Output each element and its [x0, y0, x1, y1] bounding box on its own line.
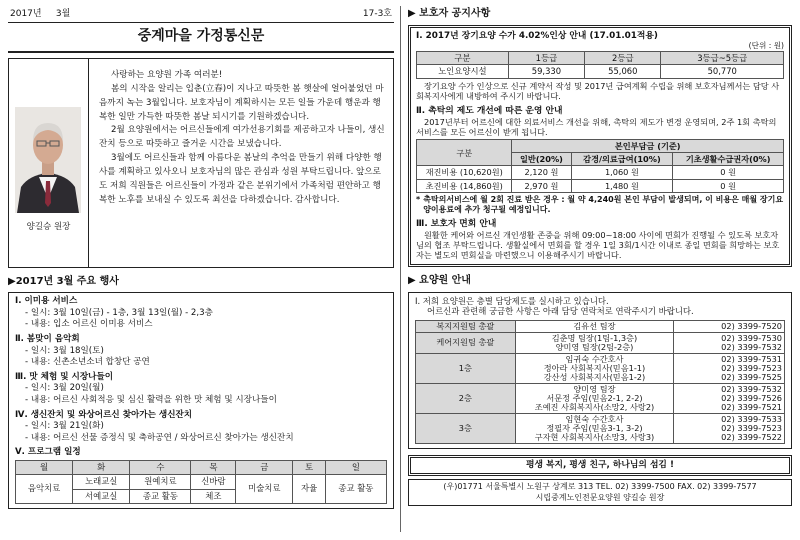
greeting-paragraph: 2월 요양원에서는 어르신들에게 여가선용기회를 제공하고자 나들이, 생신잔치 등으로 따뜻하고 즐거운 시간을 보냈습니다.: [99, 125, 385, 150]
staff-row-label: 1층: [416, 353, 516, 383]
program-cell: 신바람: [191, 475, 236, 489]
staff-name: 양미영 팀장: [573, 384, 616, 395]
copay-cell: 0 원: [673, 166, 784, 179]
program-day: 일: [325, 460, 386, 474]
copay-row: [417, 179, 784, 192]
event-line: - 내용: 입소 어르신 이미용 서비스: [25, 319, 153, 330]
program-header-row: [16, 460, 387, 474]
fee-cell: 노인요양시설: [417, 65, 509, 79]
director-name-label: 양길승 원장: [26, 222, 71, 233]
events-box: [8, 292, 394, 509]
event-line: - 내용: 어르신 사회적응 및 심신 활력을 위한 맛 체험 및 시장나들이: [25, 395, 277, 405]
motto-banner: 평생 복지, 평생 친구, 하나님의 섬김 !: [408, 455, 792, 476]
program-day: 목: [191, 460, 236, 474]
copay-cell: 1,060 원: [571, 166, 673, 179]
copay-row: [417, 166, 784, 179]
program-title: Ⅴ. 프로그램 일정: [15, 447, 81, 458]
staff-phone: 02) 3399-7523: [721, 363, 782, 373]
notice-s2-text: 2017년부터 어르신에 대한 의료서비스 개선을 위해, 촉탁의 제도가 변경 운영되며, 2주 1회 촉탁의 서비스를 모든 어르신이 받게 됩니다.: [416, 116, 777, 137]
left-column: [8, 6, 394, 509]
director-photo-panel: [9, 59, 89, 267]
event-item: [15, 334, 387, 369]
staff-phone: 02) 3399-7531: [721, 353, 782, 364]
staff-name: 임귀숙 수간호사: [565, 353, 624, 364]
staff-name: 김춘명 팀장(1팀-1,3층): [551, 332, 638, 343]
staff-names: [515, 332, 674, 353]
notice-s2-title: Ⅱ. 촉탁의 제도 개선에 따른 운영 안내: [416, 105, 563, 116]
program-cell: 미술치료: [236, 475, 293, 504]
event-item: [15, 410, 387, 445]
staff-phones: [674, 414, 785, 444]
copay-subheader: 기초생활수급권자(0%): [673, 153, 784, 166]
notice-box: [408, 25, 792, 268]
notice-unit: (단위 : 원): [748, 41, 784, 51]
staff-row-label: 복지지원팀 총괄: [416, 320, 516, 332]
copay-subheader: 일반(20%): [512, 153, 571, 166]
greeting-paragraph: 봄의 시작을 알리는 입춘(立春)이 지나고 따뜻한 봄 햇살에 얼어붙었던 마음까지 녹는 3월입니다. 보호자님이 계획하시는 모든 일들 가운데 행운과 행복한 일만 가득한 따뜻한 봄날 되시기를 기원하겠습니다.: [99, 83, 384, 122]
greeting-box: [8, 58, 394, 268]
footer-org: 시립중계노인전문요양원 양길승 원장: [535, 492, 665, 502]
staff-phone: 02) 3399-7523: [721, 423, 782, 434]
event-title: Ⅱ. 봄맞이 음악회: [15, 334, 80, 345]
event-line: - 일시: 3월 21일(화): [25, 421, 104, 432]
program-cell: 원예치료: [130, 475, 191, 489]
program-row: [16, 475, 387, 489]
staff-phone: 02) 3399-7521: [721, 402, 782, 413]
staff-names: [515, 320, 674, 332]
staff-row: [416, 332, 785, 353]
staff-heading: ▶ 요양원 안내: [408, 275, 471, 287]
copay-table: [416, 139, 784, 193]
staff-name: 임현숙 수간호사: [565, 414, 624, 425]
staff-phone: 02) 3399-7532: [721, 384, 782, 395]
greeting-text: [89, 59, 393, 267]
notice-s3-title: Ⅲ. 보호자 면회 안내: [416, 219, 497, 230]
staff-row-label: 케어지원팀 총괄: [416, 332, 516, 353]
copay-header-row: [417, 139, 784, 152]
copay-cell: 초진비용 (14,860원): [417, 179, 512, 192]
staff-phones: [674, 332, 785, 353]
program-cell: 체조: [191, 489, 236, 503]
fee-header: 3등급~5등급: [661, 51, 784, 65]
staff-phone: 02) 3399-7522: [721, 432, 782, 443]
copay-cell: 2,970 원: [512, 179, 571, 192]
footer-box: [408, 479, 792, 506]
header-date: [10, 9, 70, 20]
right-column: [408, 8, 792, 506]
staff-name: 구자현 사회복지사(소망3, 사랑3): [534, 432, 655, 443]
fee-row: [417, 65, 784, 79]
director-portrait-image: [15, 107, 81, 213]
fee-table: [416, 51, 784, 79]
fee-header-row: [417, 51, 784, 65]
program-cell: 노래교실: [73, 475, 130, 489]
notice-heading: ▶ 보호자 공지사항: [408, 8, 491, 19]
staff-names: [515, 384, 674, 414]
event-line: - 일시: 3월 18일(토): [25, 345, 104, 356]
program-table: [15, 460, 387, 504]
event-item: [15, 372, 387, 407]
note-bullet-icon: *: [416, 194, 421, 204]
staff-name: 강산성 사회복지사(믿음1-2): [543, 372, 646, 383]
staff-name: 양미영 팀장(2팀-2층): [555, 341, 634, 352]
copay-cell: 1,480 원: [571, 179, 673, 192]
notice-s2-note: 촉탁의서비스에 월 2회 진료 받은 경우 : 월 약 4,240원 본인 부담이 발생되며, 이 비용은 매월 장기요양이용료에 추가 청구될 예정입니다.: [423, 194, 784, 214]
copay-subheader: 감경/의료급여(10%): [571, 153, 673, 166]
staff-box: [408, 292, 792, 449]
staff-phone: 02) 3399-7533: [721, 414, 782, 425]
staff-name: 조예진 사회복지사(소망2, 사랑2): [534, 402, 655, 413]
staff-names: [515, 353, 674, 383]
copay-header: 구분: [417, 139, 512, 166]
staff-phone: 02) 3399-7526: [721, 393, 782, 404]
staff-table: [415, 320, 785, 444]
staff-names: [515, 414, 674, 444]
event-line: - 일시: 3월 10일(금) - 1층, 3월 13일(월) - 2,3층: [25, 307, 213, 318]
header-issue: 17-3호: [362, 9, 392, 19]
program-day: 수: [130, 460, 191, 474]
program-cell: 종교 활동: [325, 475, 386, 504]
staff-phones: [674, 353, 785, 383]
staff-row-label: 2층: [416, 384, 516, 414]
staff-phones: [674, 320, 785, 332]
column-divider: [400, 6, 401, 532]
notice-s2-note-row: [416, 195, 784, 215]
program-cell: 자율: [293, 475, 325, 504]
page-title: 중계마을 가정통신문: [8, 23, 394, 53]
copay-cell: 0 원: [673, 179, 784, 192]
staff-name: 서문정 주임(믿음2-1, 2-2): [546, 393, 643, 404]
event-line: - 일시: 3월 20일(월): [25, 383, 104, 394]
event-title: Ⅰ. 이미용 서비스: [15, 296, 78, 307]
header-year: 2017년: [10, 9, 42, 19]
fee-cell: 59,330: [508, 65, 584, 79]
program-day: 토: [293, 460, 325, 474]
footer-address: (우)01771 서울특별시 노원구 상계로 313 TEL. 02) 3399-7500 FAX. 02) 3399-7577: [443, 482, 757, 492]
staff-intro-1: Ⅰ. 저희 요양원은 층별 담당제도를 실시하고 있습니다.: [415, 295, 609, 306]
staff-phone: 02) 3399-7532: [721, 341, 782, 352]
staff-row: [416, 353, 785, 383]
copay-cell: 재진비용 (10,620원): [417, 166, 512, 179]
event-item: [15, 296, 387, 331]
copay-header: 본인부담금 (기준): [512, 139, 784, 152]
staff-phone: 02) 3399-7530: [721, 332, 782, 343]
event-line: - 내용: 어르신 선물 증정식 및 축하공연 / 와상어르신 찾아가는 생신잔치: [25, 432, 294, 443]
staff-name: 정아라 사회복지사(믿음1-1): [543, 363, 646, 373]
header-month: 3월: [55, 9, 71, 19]
notice-s3-text: 원활한 케어와 어르신 개인생활 존중을 위해 09:00~18:00 사이에 면회가 진행될 수 있도록 보호자님의 협조 부탁드립니다. 생활실에서 면회를 할 경우 1일 3회/1시간 이내로 종일 면회를 희망하는 보호자는 별도의 면회실을 마련했으니 이용해주시기 바랍니다.: [416, 230, 780, 261]
program-cell: 종교 활동: [130, 489, 191, 503]
staff-phone: 02) 3399-7525: [721, 372, 782, 383]
notice-s1-title: Ⅰ. 2017년 장기요양 수가 4.02%인상 안내 (17.01.01적용): [416, 30, 658, 41]
staff-name: 김유선 팀장: [573, 320, 616, 331]
program-day: 금: [236, 460, 293, 474]
program-cell: 서예교실: [73, 489, 130, 503]
greeting-paragraph: 3월에도 어르신들과 함께 아름다운 봄날의 추억을 만들기 위해 다양한 행사를 계획하고 있사오니 보호자님의 많은 관심과 성원 부탁드립니다. 앞으로도 저희 직원들은 어르신들이 가정과 같은 분위기에서 가족처럼 편안하고 행복한 노후를 보내실 수 있도록 최선을 다하겠습니다. 감사합니다.: [99, 153, 382, 206]
staff-row: [416, 384, 785, 414]
fee-header: 2등급: [585, 51, 661, 65]
staff-name: 정필자 주임(믿음3-1, 3-2): [546, 423, 643, 434]
copay-cell: 2,120 원: [512, 166, 571, 179]
header-bar: [8, 6, 394, 23]
staff-intro-2: 어르신과 관련해 궁금한 사항은 아래 담당 연락처로 연락주시기 바랍니다.: [427, 306, 694, 317]
greeting-paragraph: 사랑하는 요양원 가족 여러분!: [111, 69, 223, 80]
events-heading: ▶2017년 3월 주요 행사: [8, 275, 119, 287]
program-day: 화: [73, 460, 130, 474]
program-cell: 음악치료: [16, 475, 73, 504]
fee-cell: 50,770: [661, 65, 784, 79]
staff-row: [416, 320, 785, 332]
event-title: Ⅳ. 생신잔치 및 와상어르신 찾아가는 생신잔치: [15, 409, 193, 420]
fee-header: 구분: [417, 51, 509, 65]
event-line: - 내용: 신촌소년소녀 합창단 공연: [25, 357, 150, 368]
staff-row-label: 3층: [416, 414, 516, 444]
fee-header: 1등급: [508, 51, 584, 65]
staff-row: [416, 414, 785, 444]
staff-phones: [674, 384, 785, 414]
staff-phone: 02) 3399-7520: [721, 320, 782, 331]
event-title: Ⅲ. 맛 체험 및 시장나들이: [15, 371, 114, 382]
notice-s1-note: 장기요양 수가 인상으로 신규 계약서 작성 및 2017년 급여계획 수립을 위해 보호자님께서는 담당 사회복지사에게 내방하여 주시기 바랍니다.: [416, 80, 780, 101]
program-day: 월: [16, 460, 73, 474]
fee-cell: 55,060: [585, 65, 661, 79]
